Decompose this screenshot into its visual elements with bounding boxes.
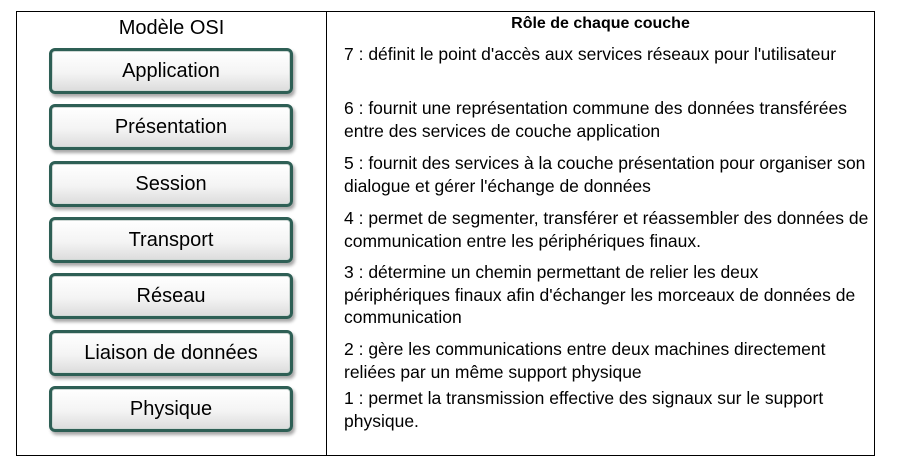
- layer-application: Application: [49, 48, 293, 94]
- osi-table: [16, 11, 875, 456]
- layer-liaison-de-donnees: Liaison de données: [49, 330, 293, 376]
- role-layer-3: 3 : détermine un chemin permettant de relier les deux périphériques finaux afin d'échanger les morceaux de données de communication: [344, 262, 856, 327]
- role-layer-4: 4 : permet de segmenter, transférer et réassembler des données de communication entre les périphériques finaux.: [344, 208, 869, 251]
- roles-title: Rôle de chaque couche: [511, 15, 690, 32]
- layer-reseau: Réseau: [49, 273, 293, 319]
- role-layer-5: 5 : fournit des services à la couche présentation pour organiser son dialogue et gérer l'échange de données: [344, 153, 866, 196]
- column-divider: [326, 12, 327, 455]
- role-layer-6: 6 : fournit une représentation commune des données transférées entre des services de couche application: [344, 98, 847, 141]
- layer-transport: Transport: [49, 217, 293, 263]
- osi-model-title: Modèle OSI: [118, 17, 225, 39]
- role-layer-2: 2 : gère les communications entre deux machines directement reliées par un même support physique: [344, 339, 826, 382]
- layer-presentation: Présentation: [49, 104, 293, 150]
- role-layer-1: 1 : permet la transmission effective des signaux sur le support physique.: [344, 388, 824, 431]
- layer-session: Session: [49, 161, 293, 207]
- layer-physique: Physique: [49, 386, 293, 432]
- role-layer-7: 7 : définit le point d'accès aux services réseaux pour l'utilisateur: [344, 44, 837, 64]
